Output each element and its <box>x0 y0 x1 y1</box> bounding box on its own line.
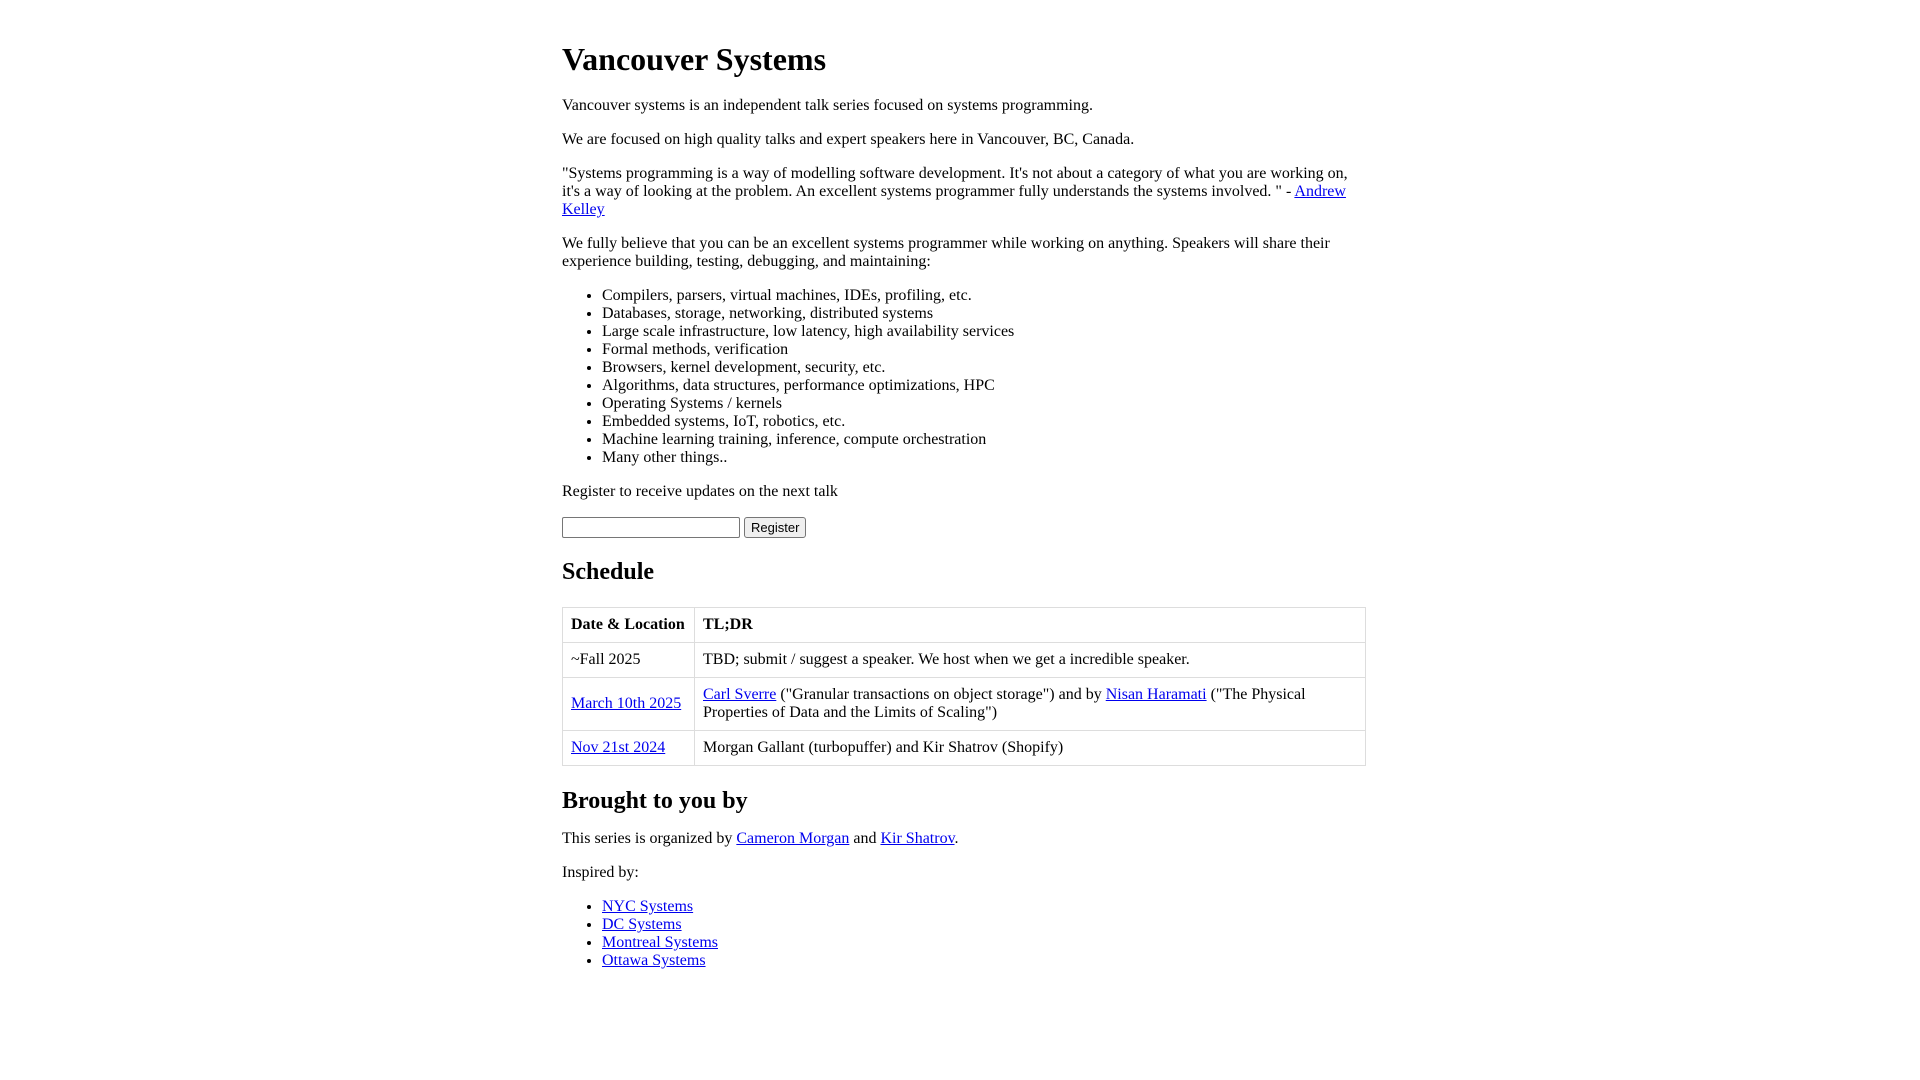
inspired-link[interactable]: NYC Systems <box>602 898 694 915</box>
belief-paragraph: We fully believe that you can be an excellent systems programmer while working on anything. Speakers will share their experience building, testing, debugging, and maintaining: <box>562 235 1330 270</box>
event-date-link[interactable]: March 10th 2025 <box>571 695 682 712</box>
tldr-cell <box>695 678 1366 731</box>
event-date-link[interactable]: Nov 21st 2024 <box>571 739 666 756</box>
talk-title: ("Granular transactions on object storage") and by <box>776 686 1106 703</box>
table-row <box>563 678 1366 731</box>
date-cell <box>563 678 695 731</box>
table-row <box>563 731 1366 766</box>
tldr-cell: Morgan Gallant (turbopuffer) and Kir Shatrov (Shopify) <box>695 731 1366 766</box>
inspired-link[interactable]: DC Systems <box>602 916 682 933</box>
date-column-header: Date & Location <box>563 608 695 643</box>
tldr-cell: TBD; submit / suggest a speaker. We host when we get a incredible speaker. <box>695 643 1366 678</box>
register-prompt: Register to receive updates on the next talk <box>562 483 838 500</box>
inspired-link[interactable]: Ottawa Systems <box>602 952 706 969</box>
inspired-list <box>562 898 1366 970</box>
organizers-prefix: This series is organized by <box>562 830 737 847</box>
topic-item: • Formal methods, verification <box>602 341 1366 359</box>
quote-paragraph <box>562 165 1366 219</box>
date-cell: ~Fall 2025 <box>563 643 695 678</box>
inspired-item <box>602 934 1366 952</box>
tldr-column-header: TL;DR <box>695 608 1366 643</box>
talk-title: ("The Physical Properties of Data and the Limits of Scaling") <box>703 686 1306 721</box>
date-cell <box>563 731 695 766</box>
organizers-paragraph <box>562 830 1366 848</box>
speaker-link[interactable]: Carl Sverre <box>703 686 777 703</box>
organizer-link[interactable]: Kir Shatrov <box>880 830 955 847</box>
inspired-label: Inspired by: <box>562 864 639 881</box>
speaker-link[interactable]: Nisan Haramati <box>1105 686 1207 703</box>
topic-item: • Algorithms, data structures, performance optimizations, HPC <box>602 377 1366 395</box>
brought-heading: Brought to you by <box>562 788 748 814</box>
page-title: Vancouver Systems <box>562 41 827 77</box>
organizers-and: and <box>849 830 881 847</box>
organizer-link[interactable]: Cameron Morgan <box>736 830 850 847</box>
table-row <box>563 643 1366 678</box>
register-button[interactable]: Register <box>744 517 806 538</box>
register-form <box>562 517 1366 539</box>
page-content <box>562 0 1366 986</box>
topic-item: • Operating Systems / kernels <box>602 395 1366 413</box>
register-email-input[interactable] <box>562 517 740 538</box>
topic-item: • Large scale infrastructure, low latency, high availability services <box>602 323 1366 341</box>
location-paragraph: We are focused on high quality talks and expert speakers here in Vancouver, BC, Canada. <box>562 131 1135 148</box>
inspired-item <box>602 916 1366 934</box>
topic-item: • Browsers, kernel development, security, etc. <box>602 359 1366 377</box>
topic-item: • Many other things.. <box>602 449 1366 467</box>
quote-author-link[interactable]: Andrew Kelley <box>562 183 1346 218</box>
topics-list <box>562 287 1366 467</box>
inspired-item <box>602 898 1366 916</box>
inspired-item <box>602 952 1366 970</box>
intro-paragraph: Vancouver systems is an independent talk series focused on systems programming. <box>562 97 1093 114</box>
table-header-row <box>563 608 1366 643</box>
topic-item: • Databases, storage, networking, distributed systems <box>602 305 1366 323</box>
quote-text: "Systems programming is a way of modelling software development. It's not about a category of what you are working on, it's a way of looking at the problem. An excellent systems programmer fully understands the systems involved. " - <box>562 165 1348 200</box>
topic-item: • Embedded systems, IoT, robotics, etc. <box>602 413 1366 431</box>
topic-item: • Machine learning training, inference, compute orchestration <box>602 431 1366 449</box>
organizers-period: . <box>954 830 959 847</box>
topic-item: • Compilers, parsers, virtual machines, IDEs, profiling, etc. <box>602 287 1366 305</box>
schedule-table <box>562 607 1366 766</box>
schedule-heading: Schedule <box>562 559 655 585</box>
inspired-link[interactable]: Montreal Systems <box>602 934 718 951</box>
